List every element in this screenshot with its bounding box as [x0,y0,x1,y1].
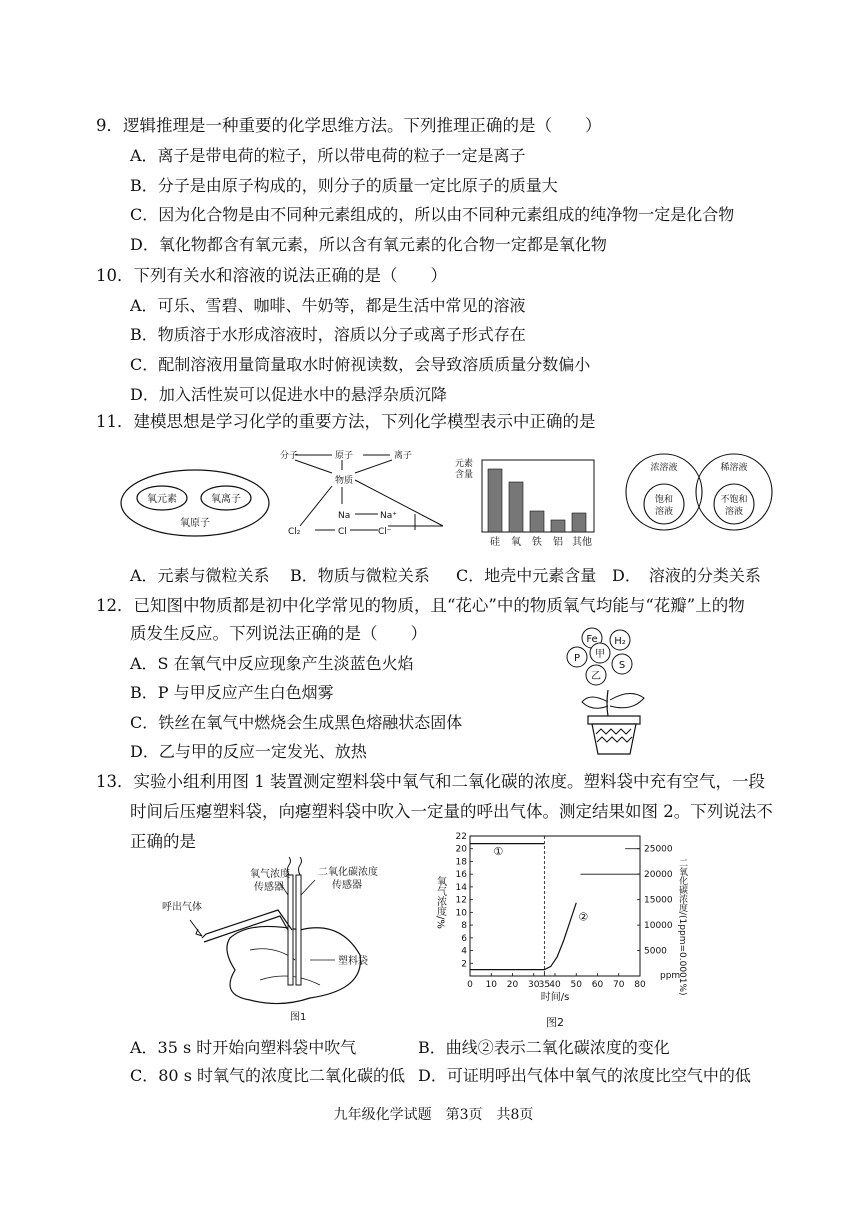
q9-option-a: A．离子是带电荷的粒子，所以带电荷的粒子一定是离子 [130,146,526,165]
fig1-co2-sensor-label-1: 二氧化碳浓度 [318,867,378,878]
fig2-caption: 图2 [546,1016,564,1028]
q10-option-d: D．加入活性炭可以促进水中的悬浮杂质沉降 [130,385,447,404]
q12-stem-line1: 12．已知图中物质都是初中化学常见的物质，且“花心”中的物质氧气均能与“花瓣”上的物 [96,596,745,615]
x-tick-label: 50 [570,980,582,990]
q12-option-d: D．乙与甲的反应一定发光、放热 [130,742,367,761]
model-c-crust-chart [455,457,594,548]
model-b-substance-particle [295,455,443,530]
model-c-bar-fe [530,511,544,532]
petal-p: P [573,653,581,664]
y-axis-label: 氧气浓度/% [434,876,446,929]
model-d-c1: 浓溶液 [650,463,678,473]
y-tick-label: 12 [455,895,467,906]
flower-center: 甲 [595,649,605,660]
model-c-bar-si [488,469,502,532]
q12-option-a: A．S 在氧气中反应现象产生淡蓝色火焰 [130,654,414,673]
y-tick-label: 16 [455,870,467,881]
figure-2-chart [430,828,710,1028]
curve-2-label: ② [578,910,589,924]
model-c-bar-o [509,482,523,532]
page-footer: 九年级化学试题 第3页 共8页 [333,1107,534,1123]
fig1-breath-label: 呼出气体 [162,902,202,913]
q13-stem-line1: 13．实验小组利用图 1 装置测定塑料袋中氧气和二氧化碳的浓度。塑料袋中充有空气，一段 [96,772,765,791]
y-tick-label: 2 [461,959,467,970]
model-b-lizi: 离子 [394,451,413,461]
y-tick-label: 4 [461,946,467,957]
y-tick-label: 14 [455,882,467,893]
petal-yi: 乙 [591,671,601,682]
q13-option-d: D．可证明呼出气体中氧气的浓度比空气中的低 [418,1066,751,1085]
x-tick-label: 40 [549,980,561,990]
y-tick-label: 10 [455,908,467,919]
y-tick-label: 18 [455,857,467,868]
y2-tick-label: 15000 [644,895,673,906]
q13-option-c: C．80 s 时氧气的浓度比二氧化碳的低 [130,1066,405,1085]
model-c-bar-other [572,513,586,532]
q12-option-b: B．P 与甲反应产生白色烟雾 [130,683,334,702]
model-d-solution-classification [626,454,772,530]
q9-option-d: D．氧化物都含有氧元素，所以含有氧元素的化合物一定都是氧化物 [130,235,607,254]
x-axis-label: 时间/s [540,992,570,1003]
y2-tick-label: 25000 [644,844,673,855]
q11-models [110,440,790,552]
model-c-cat-1: 氧 [511,537,521,548]
q10-option-a: A．可乐、雪碧、咖啡、牛奶等，都是生活中常见的溶液 [130,296,526,315]
x-tick-label: 0 [467,980,473,990]
curve-1-label: ① [493,845,504,859]
q11-option-d: D． 溶液的分类关系 [612,566,761,585]
q11-option-a: A．元素与微粒关系 [130,566,270,585]
y-tick-label: 8 [461,921,467,932]
fig1-o2-sensor-label-1: 氧气浓度 [250,869,290,880]
q11-stem: 11．建模思想是学习化学的重要方法，下列化学模型表示中正确的是 [96,412,596,431]
model-c-cat-0: 硅 [490,537,500,548]
model-d-c2: 稀溶液 [720,463,748,473]
model-a-element-particle [121,470,269,536]
y2-tick-label: 20000 [644,870,673,881]
model-b-naplus: Na⁺ [380,511,397,521]
q12-option-c: C．铁丝在氧气中燃烧会生成黑色熔融状态固体 [130,713,463,732]
y-tick-label: 20 [455,844,467,855]
q10-option-c: C．配制溶液用量筒量取水时俯视读数，会导致溶质质量分数偏小 [130,355,591,374]
y2-tick-label: 5000 [644,946,667,957]
q10-stem: 10．下列有关水和溶液的说法正确的是（ ） [96,266,447,285]
x-tick-label: 30 [528,980,540,990]
q13-stem-line2: 时间后压瘪塑料袋，向瘪塑料袋中吹入一定量的呼出气体。测定结果如图 2。下列说法不 [130,802,773,821]
q10-option-b: B．物质溶于水形成溶液时，溶质以分子或离子形式存在 [130,325,526,344]
q9-option-c: C．因为化合物是由不同种元素组成的，所以由不同种元素组成的纯净物一定是化合物 [130,205,735,224]
flower-pot-figure [560,620,670,760]
model-d-c2a: 不饱和 [720,495,748,505]
model-a-left-label: 氧元素 [147,494,177,505]
model-c-cat-4: 其他 [572,537,592,548]
x-tick-label: 80 [634,980,646,990]
q11-option-c: C．地壳中元素含量 [456,566,597,585]
model-b-na: Na [338,511,351,521]
fig1-o2-sensor-label-2: 传感器 [254,882,284,893]
x-tick-label: 20 [506,980,519,990]
q9-stem: 9．逻辑推理是一种重要的化学思维方法。下列推理正确的是（ ） [96,116,602,135]
model-a-right-label: 氧离子 [211,494,241,505]
q13-option-a: A．35 s 时开始向塑料袋中吹气 [130,1038,357,1057]
petal-s: S [618,660,626,671]
x-tick-label: 70 [613,980,625,990]
model-c-cat-2: 铁 [532,537,542,548]
x-tick-label: 10 [485,980,497,990]
y2-axis-label: 二氧化碳浓度/(1ppm=0.0001%) [677,858,687,996]
y2-tick-label: 10000 [644,921,673,932]
fig1-bag-label: 塑料袋 [338,956,368,967]
y2-unit: ppm [660,971,681,981]
model-c-bar-al [551,520,565,532]
q13-stem-line3: 正确的是 [130,832,196,851]
q11-option-b: B．物质与微粒关系 [290,566,430,585]
model-d-c1a: 饱和 [654,495,674,505]
model-c-ylabel-2: 含量 [455,470,474,480]
model-b-clminus: Cl⁻ [378,527,392,537]
model-a-outer-label: 氧原子 [180,518,210,529]
model-b-cl: Cl [338,527,347,537]
q9-option-b: B．分子是由原子构成的，则分子的质量一定比原子的质量大 [130,176,558,195]
model-b-wuzhi: 物质 [335,476,354,486]
fig1-co2-sensor-label-2: 传感器 [332,880,362,891]
petal-h2: H₂ [614,636,626,647]
series-line-2 [470,903,576,970]
q13-option-b: B．曲线②表示二氧化碳浓度的变化 [418,1038,670,1057]
fig1-caption: 图1 [290,1012,307,1023]
model-d-c1b: 溶液 [654,507,674,517]
x-tick-label: 60 [591,980,604,990]
model-b-fenzi: 分子 [280,451,299,461]
q12-stem-line2: 质发生反应。下列说法正确的是（ ） [130,624,427,643]
model-c-cat-3: 铝 [553,537,563,548]
y-tick-label: 22 [455,832,467,842]
model-b-cl2: Cl₂ [288,527,301,537]
y-tick-label: 6 [461,933,467,944]
model-b-yuanzi: 原子 [335,451,354,461]
model-c-ylabel-1: 元素 [455,459,474,469]
x-tick-label: 35 [538,980,551,990]
petal-fe: Fe [586,634,598,645]
model-d-c2b: 溶液 [724,507,744,517]
figure-1-apparatus [160,850,410,1025]
